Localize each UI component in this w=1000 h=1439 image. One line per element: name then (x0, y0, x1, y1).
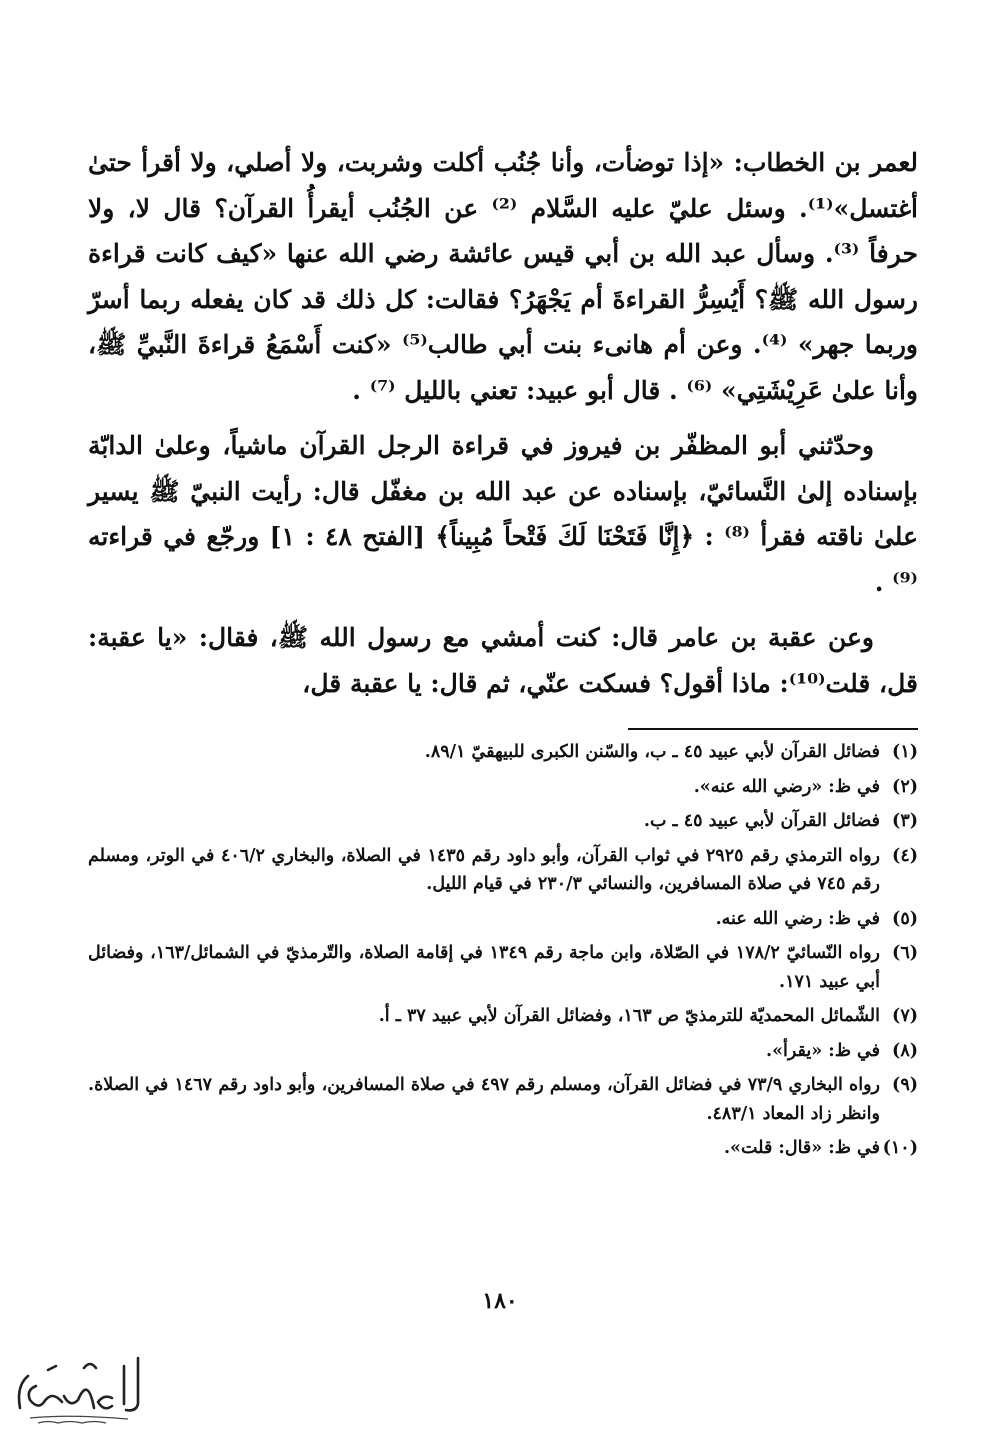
footnote-9 (88, 1071, 918, 1128)
footnote-6 (88, 939, 918, 996)
footnote-text: فضائل القرآن لأبي عبيد ٤٥ ـ ب، والسّنن الكبرى للبيهقيّ ٨٩/١. (424, 742, 880, 762)
footnote-number: (٥) (892, 908, 918, 929)
footnote-text: فضائل القرآن لأبي عبيد ٤٥ ـ ب. (643, 811, 880, 831)
footnote-text: في ظ: «رضي الله عنه». (693, 776, 880, 797)
footnote-number: (١٠) (882, 1138, 918, 1158)
paragraph-1: لعمر بن الخطاب: «إذا توضأت، وأنا جُنُب أكلت وشربت، ولا أصلي، ولا أقرأ حتىٰ أغتسل»⁽¹⁾. وسئل عليّ عليه السَّلام ⁽²⁾ عن الجُنُب أيقرأُ القرآن؟ قال لا، ولا حرفاً ⁽³⁾. وسأل عبد الله بن أبي قيس عائشة رضي الله عنها «كيف كانت قراءة رسول الله ﷺ؟ أَيُسِرُّ القراءةَ أم يَجْهَرُ؟ فقالت: كل ذلك قد كان يفعله ربما أسرّ وربما جهر» ⁽⁴⁾. وعن أم هانىء بنت أبي طالب⁽⁵⁾ «كنت أَسْمَعُ قراءةَ النَّبيِّ ﷺ، وأنا علىٰ عَرِيْشَتِي» ⁽⁶⁾ . قال أبو عبيد: تعني بالليل ⁽⁷⁾ . (88, 148, 918, 405)
footnote-text: في ظ: «يقرأ». (766, 1040, 880, 1061)
paragraph-3: وعن عقبة بن عامر قال: كنت أمشي مع رسول الله ﷺ، فقال: «يا عقبة: قل، قلت⁽¹⁰⁾: ماذا أقول؟ فسكت عنّي، ثم قال: يا عقبة قل، (88, 623, 918, 698)
footnote-text: الشّمائل المحمديّة للترمذيّ ص ١٦٣، وفضائل القرآن لأبي عبيد ٣٧ ـ أ. (378, 1006, 880, 1026)
footnote-number: (٩) (892, 1075, 918, 1095)
footnote-number: (٧) (892, 1006, 918, 1026)
footnote-text: رواه الترمذي رقم ٢٩٢٥ في ثواب القرآن، وأبو داود رقم ١٤٣٥ في الصلاة، والبخاري ٤٠٦/٢ في الوتر، ومسلم رقم ٧٤٥ في صلاة المسافرين، والنسائي ٢٣٠/٣ في قيام الليل. (88, 845, 880, 894)
footnote-divider (628, 728, 918, 730)
footnote-number: (٣) (892, 811, 918, 831)
footnote-8 (88, 1037, 918, 1066)
footnote-number: (٨) (892, 1040, 918, 1061)
footnote-5 (88, 905, 918, 934)
footnote-3 (88, 807, 918, 836)
footnote-number: (١) (892, 742, 918, 762)
calligraphy-signature-icon (8, 1346, 153, 1426)
footnote-text: في ظ: رضي الله عنه. (715, 908, 880, 929)
main-text (88, 140, 918, 706)
page-number: ١٨٠ (482, 1288, 518, 1314)
signature-drawing (8, 1346, 153, 1426)
footnote-4 (88, 842, 918, 899)
footnote-number: (٤) (892, 845, 918, 866)
footnote-10 (88, 1134, 918, 1163)
footnotes (88, 738, 918, 1163)
footnote-text: رواه النّسائيّ ١٧٨/٢ في الصّلاة، وابن ماجة رقم ١٣٤٩ في إقامة الصلاة، والتّرمذيّ في الشمائل/١٦٣، وفضائل أبي عبيد ١٧١. (88, 943, 880, 992)
footnote-1 (88, 738, 918, 767)
footnote-text: في ظ: «قال: قلت». (723, 1138, 880, 1158)
paragraph-2: وحدّثني أبو المظفّر بن فيروز في قراءة الرجل القرآن ماشياً، وعلىٰ الدابّة بإسناده إلىٰ النَّسائيّ، بإسناده عن عبد الله بن مغفّل قال: رأيت النبيّ ﷺ يسير علىٰ ناقته فقرأ ⁽⁸⁾ : ﴿إِنَّا فَتَحْنَا لَكَ فَتْحاً مُبِيناً﴾ [الفتح ٤٨ : ١] ورجّع في قراءته ⁽⁹⁾ . (88, 431, 918, 597)
footnote-text: رواه البخاري ٧٣/٩ في فضائل القرآن، ومسلم رقم ٤٩٧ في صلاة المسافرين، وأبو داود رقم ١٤٦٧ في الصلاة. وانظر زاد المعاد ٤٨٣/١. (88, 1075, 880, 1124)
footnote-7 (88, 1002, 918, 1031)
footnote-number: (٢) (892, 776, 918, 797)
footnote-2 (88, 773, 918, 802)
page-content (88, 140, 918, 1169)
footnote-number: (٦) (892, 943, 918, 963)
